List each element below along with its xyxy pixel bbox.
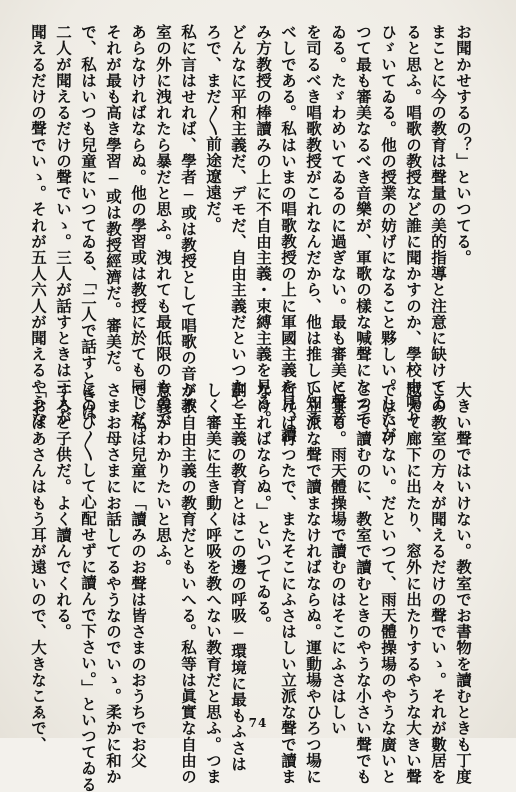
text-column: り不自由主義の教育だともいへる。私等は眞實な自由の — [179, 382, 198, 785]
text-column: ではいけない。だといつて、雨天體操場のやうな廣いと — [379, 382, 398, 785]
text-column: まことに今の教育は聲量の美的指導と注意に缺けてゐ — [429, 24, 448, 411]
text-column: 二人が聞えるだけの聲でいゝ。三人が話すときは三人が — [54, 24, 73, 427]
text-column: べしである。私はいまの唱歌教授の上に軍國主義を見、讀 — [279, 24, 298, 443]
text-column: つて最も審美なるべき音樂が、軍歌の樣な喊聲になつて — [354, 24, 373, 427]
text-column: それが最も高き學習─或は教授經濟だ。審美だ。 — [104, 24, 123, 382]
text-block-upper — [29, 24, 476, 443]
text-column: 大きい聲ではいけない。教室でお書物を讀むときも丁度 — [454, 382, 473, 785]
text-column: み方教授の棒讀みの上に不自由主義・束縛主義を見る。 — [254, 24, 273, 427]
page-number: 74 — [248, 716, 268, 730]
text-column: 私に言はせれば、學者─或は教授として唱歌の音が教 — [179, 24, 198, 414]
text-column: 聞えるだけの聲でいゝ。それが五人六人が聞えるやうな — [29, 24, 48, 427]
text-column: い立派な聲で讀まなければならぬ。運動場やひろつ場に — [304, 382, 323, 785]
text-column: さまお母さまにお話してるやうなのでいゝ。柔かに和か — [104, 382, 123, 785]
text-column: ひゞいてゐる。他の授業の妨げになること夥しい。したが — [379, 24, 398, 443]
text-column: 室の外に洩れたら暴だと思ふ。洩れても最低限のもので — [154, 24, 173, 427]
text-column: ろで、まだ〳〵前途遼遠だ。 — [204, 24, 223, 233]
text-column: 「おばあさんはもう耳が遠いので、大きなこゑで、 — [29, 382, 48, 753]
text-column: あらなければならぬ。他の學習或は教授に於ても同じだ。 — [129, 24, 148, 443]
text-column: 劃一主義の教育とはこの邊の呼吸─環境に最もふさは — [229, 382, 248, 772]
text-column: にのび〳〵して心配せずに讀んで下さい。」といつてゐる — [79, 382, 98, 792]
text-column: なければならぬ。」といつてゐる。 — [254, 382, 273, 632]
text-column: こまる。雨天體操場で讀むのはそこにふさはしい — [329, 382, 348, 737]
text-column: この教室の方々が聞えるだけの聲でいゝ。それが數居を — [429, 382, 448, 785]
text-column: 越えて廊下に出たり、窓外に出たりするやうな大きい聲 — [404, 382, 423, 785]
text-column: 行けば行つたで、またそこにふさはしい立派な聲で讀ま — [279, 382, 298, 785]
text-column: で、私はいつも兒童にいつてゐる、「二人で話すときは — [79, 24, 98, 419]
text-column: で、私は兒童に「讀みのお聲は皆さまのおうちでお父 — [129, 382, 148, 769]
text-column: を司るべき唱歌教授がこれなんだから、他は推して知る — [304, 24, 323, 427]
text-column: ゐる。たゞわめいてゐるのに過ぎない。最も審美に聲音 — [329, 24, 348, 427]
text-column: ころで讀むのに、教室で讀むときのやうな小さい聲でも — [354, 382, 373, 785]
text-column: どんなに平和主義だ、デモだ、自由主義だといつたとこ — [229, 24, 248, 427]
text-column: ると思ふ。唱歌の教授など誰に聞かすのか、學校中鳴り — [404, 24, 423, 427]
text-column: 意義がわかりたいと思ふ。 — [154, 382, 173, 576]
text-column: すると子供だ。よく讀んでくれる。 — [54, 382, 73, 640]
text-column: しく審美に生き動く呼吸を教へない教育だと思ふ。つま — [204, 382, 223, 785]
text-column: お聞かせするの？」といつてる。 — [454, 24, 473, 266]
